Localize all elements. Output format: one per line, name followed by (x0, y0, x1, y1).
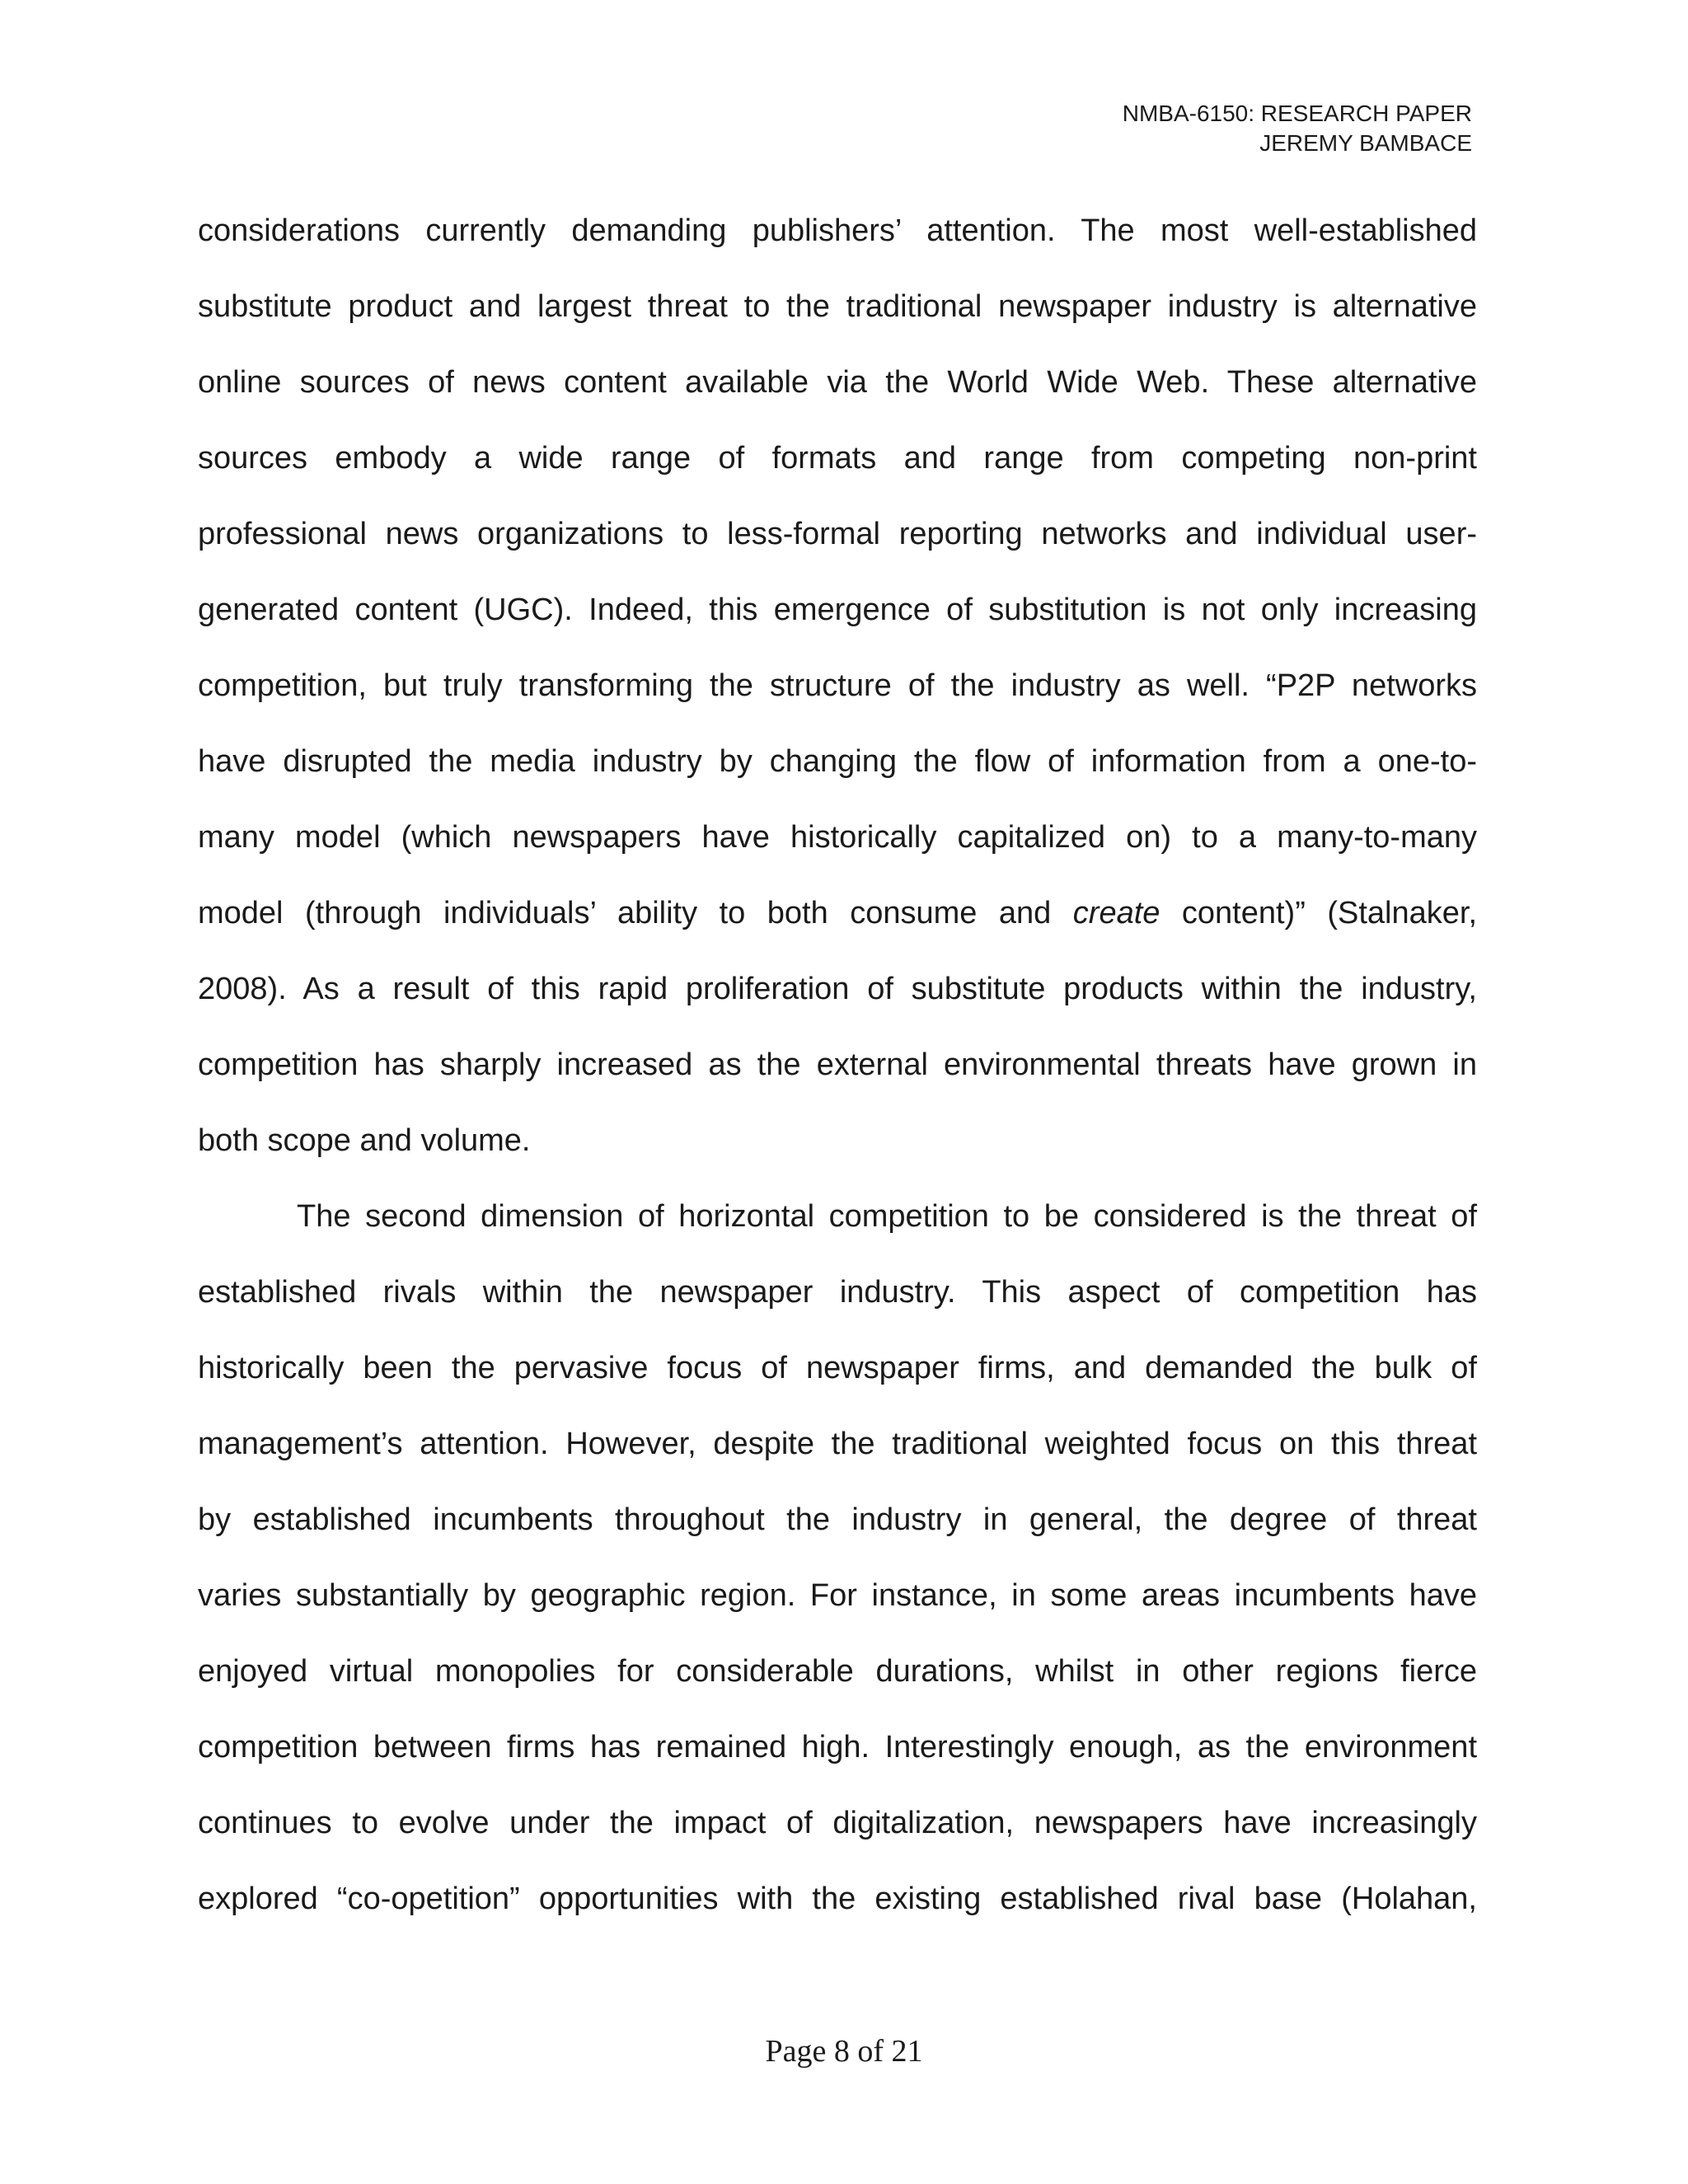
paragraph-2-line: competition between firms has remained high. Interestingly enough, as the environment (198, 1730, 1477, 1765)
line-text-before-italic: model (through individuals’ ability to both consume and (198, 896, 1073, 930)
header-course-title: NMBA-6150: RESEARCH PAPER (1122, 101, 1472, 126)
paragraph-1-last-line: both scope and volume. (198, 1123, 531, 1158)
paragraph-2-line: explored “co-opetition” opportunities with the existing established rival base (Holahan, (198, 1882, 1477, 1916)
paragraph-1-line: professional news organizations to less-formal reporting networks and individual user- (198, 517, 1477, 551)
running-header (1123, 99, 1472, 158)
body-text (198, 193, 1477, 1937)
paragraph-1-line: 2008). As a result of this rapid proliferation of substitute products within the industry, (198, 972, 1477, 1006)
italic-word: create (1072, 896, 1160, 930)
paragraph-1-line: competition has sharply increased as the external environmental threats have grown in (198, 1047, 1477, 1082)
paragraph-2-line: by established incumbents throughout the industry in general, the degree of threat (198, 1502, 1477, 1537)
paragraph-2-line: established rivals within the newspaper industry. This aspect of competition has (198, 1275, 1477, 1310)
paragraph-2-line: enjoyed virtual monopolies for considerable durations, whilst in other regions fierce (198, 1654, 1477, 1689)
paragraph-1-line: sources embody a wide range of formats and range from competing non-print (198, 441, 1477, 476)
paragraph-1-line: competition, but truly transforming the structure of the industry as well. “P2P networks (198, 668, 1477, 703)
paragraph-1-line: have disrupted the media industry by changing the flow of information from a one-to- (198, 744, 1477, 779)
paragraph-1-line: many model (which newspapers have historically capitalized on) to a many-to-many (198, 820, 1477, 855)
header-author-name: JEREMY BAMBACE (1259, 130, 1472, 156)
paragraph-2-line: management’s attention. However, despite the traditional weighted focus on this threat (198, 1427, 1477, 1461)
paragraph-1-line: considerations currently demanding publishers’ attention. The most well-established (198, 213, 1477, 248)
paragraph-2-line: varies substantially by geographic region. For instance, in some areas incumbents have (198, 1578, 1477, 1613)
paragraph-1-line-with-italic (198, 875, 1477, 951)
paragraph-2-line: continues to evolve under the impact of digitalization, newspapers have increasingly (198, 1806, 1477, 1840)
page-number-footer: Page 8 of 21 (765, 2034, 923, 2069)
line-text-after-italic: content)” (Stalnaker, (1160, 896, 1478, 930)
paragraph-1-line: generated content (UGC). Indeed, this emergence of substitution is not only increasing (198, 593, 1477, 627)
paragraph-2-first-line: The second dimension of horizontal competition to be considered is the threat of (297, 1199, 1477, 1234)
paragraph-1-line: online sources of news content available via the World Wide Web. These alternative (198, 365, 1477, 400)
paragraph-1-line: substitute product and largest threat to the traditional newspaper industry is alternative (198, 289, 1477, 324)
paragraph-2-line: historically been the pervasive focus of newspaper firms, and demanded the bulk of (198, 1351, 1477, 1385)
